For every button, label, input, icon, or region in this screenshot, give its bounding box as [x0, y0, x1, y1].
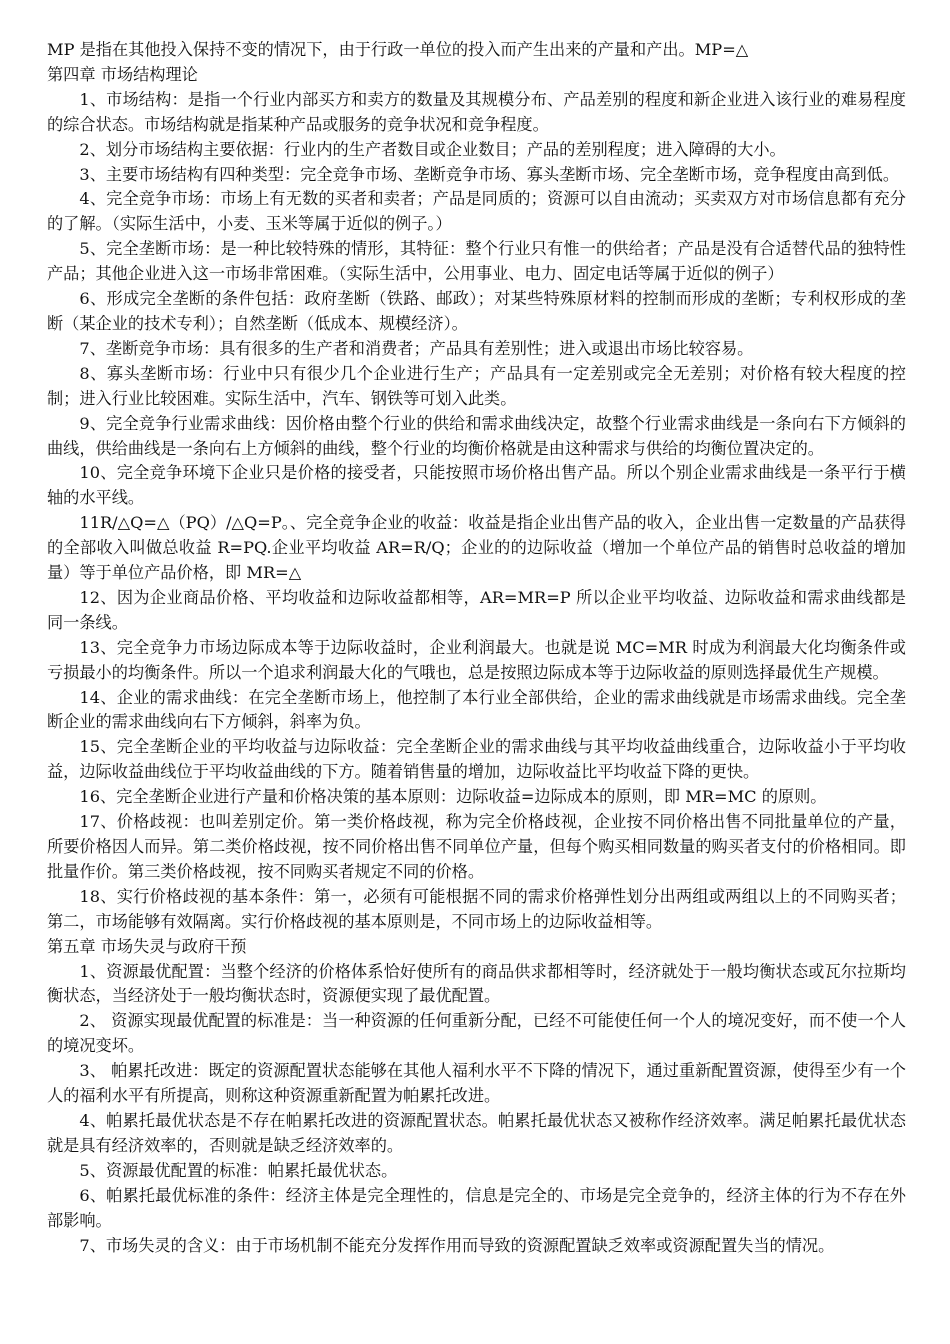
paragraph: 6、形成完全垄断的条件包括：政府垄断（铁路、邮政）；对某些特殊原材料的控制而形成的垄断；专利权形成的垄断（某企业的技术专利）；自然垄断（低成本、规模经济）。 [47, 289, 906, 333]
paragraph: 4、完全竞争市场：市场上有无数的买者和卖者；产品是同质的；资源可以自由流动；买卖双方对市场信息都有充分的了解。（实际生活中，小麦、玉米等属于近似的例子。） [47, 189, 906, 234]
paragraph: 12、因为企业商品价格、平均收益和边际收益都相等，AR=MR=P 所以企业平均收益、边际收益和需求曲线都是同一条线。 [47, 587, 906, 632]
paragraph: 9、完全竞争行业需求曲线：因价格由整个行业的供给和需求曲线决定，故整个行业需求曲线是一条向右下方倾斜的曲线，供给曲线是一条向右上方倾斜的曲线，整个行业的均衡价格就是由这种需求与供给的均衡位置决定的。 [47, 413, 906, 458]
paragraph: 7、市场失灵的含义：由于市场机制不能充分发挥作用而导致的资源配置缺乏效率或资源配置失当的情况。 [79, 1235, 835, 1255]
paragraph: 16、完全垄断企业进行产量和价格决策的基本原则：边际收益=边际成本的原则，即 MR=MC 的原则。 [79, 787, 827, 807]
paragraph: 1、市场结构：是指一个行业内部买方和卖方的数量及其规模分布、产品差别的程度和新企业进入该行业的难易程度的综合状态。市场结构就是指某种产品或服务的竞争状况和竞争程度。 [47, 89, 906, 134]
paragraph: 1、资源最优配置：当整个经济的价格体系恰好使所有的商品供求都相等时，经济就处于一般均衡状态或瓦尔拉斯均衡状态，当经济处于一般均衡状态时，资源便实现了最优配置。 [47, 961, 906, 1006]
paragraph: 3、 帕累托改进：既定的资源配置状态能够在其他人福利水平不下降的情况下，通过重新配置资源，使得至少有一个人的福利水平有所提高，则称这种资源重新配置为帕累托改进。 [47, 1061, 906, 1106]
chapter-heading: 第四章 市场结构理论 [47, 64, 198, 84]
text-line: MP 是指在其他投入保持不变的情况下，由于行政一单位的投入而产生出来的产量和产出。MP=△ [47, 40, 749, 59]
paragraph: 2、划分市场结构主要依据：行业内的生产者数目或企业数目；产品的差别程度；进入障碍的大小。 [79, 139, 786, 159]
paragraph: 5、资源最优配置的标准：帕累托最优状态。 [79, 1160, 398, 1180]
paragraph: 17、价格歧视：也叫差别定价。第一类价格歧视，称为完全价格歧视，企业按不同价格出售不同批量单位的产量，所要价格因人而异。第二类价格歧视，按不同价格出售不同单位产量，但每个购买相同数量的购买者支付的价格相同。即批量作价。第三类价格歧视，按不同购买者规定不同的价格。 [47, 812, 906, 881]
paragraph: 15、完全垄断企业的平均收益与边际收益：完全垄断企业的需求曲线与其平均收益曲线重合，边际收益小于平均收益，边际收益曲线位于平均收益曲线的下方。随着销售量的增加，边际收益比平均收益下降的更快。 [47, 737, 906, 782]
paragraph: 14、企业的需求曲线：在完全垄断市场上，他控制了本行业全部供给，企业的需求曲线就是市场需求曲线。完全垄断企业的需求曲线向右下方倾斜，斜率为负。 [47, 687, 906, 732]
paragraph: 2、 资源实现最优配置的标准是：当一种资源的任何重新分配，已经不可能使任何一个人的境况变好，而不使一个人的境况变坏。 [47, 1011, 906, 1056]
paragraph: 10、完全竞争环境下企业只是价格的接受者，只能按照市场价格出售产品。所以个别企业需求曲线是一条平行于横轴的水平线。 [47, 463, 906, 508]
paragraph: 6、帕累托最优标准的条件：经济主体是完全理性的，信息是完全的、市场是完全竞争的，经济主体的行为不存在外部影响。 [47, 1185, 906, 1230]
paragraph: 4、帕累托最优状态是不存在帕累托改进的资源配置状态。帕累托最优状态又被称作经济效率。满足帕累托最优状态就是具有经济效率的，否则就是缺乏经济效率的。 [47, 1110, 906, 1155]
paragraph: 8、寡头垄断市场：行业中只有很少几个企业进行生产；产品具有一定差别或完全无差别；对价格有较大程度的控制；进入行业比较困难。实际生活中，汽车、钢铁等可划入此类。 [47, 363, 906, 408]
paragraph: 7、垄断竞争市场：具有很多的生产者和消费者；产品具有差别性；进入或退出市场比较容易。 [79, 338, 754, 358]
paragraph: 11R/△Q=△（PQ）/△Q=P。、完全竞争企业的收益：收益是指企业出售产品的收入，企业出售一定数量的产品获得的全部收入叫做总收益 R=PQ.企业平均收益 AR=R/Q；企业的的边际收益（增加一个单位产品的销售时总收益的增加量）等于单位产品价格，即 MR=△ [47, 513, 906, 583]
chapter-heading: 第五章 市场失灵与政府干预 [47, 936, 247, 956]
paragraph: 5、完全垄断市场：是一种比较特殊的情形，其特征：整个行业只有惟一的供给者；产品是没有合适替代品的独特性产品；其他企业进入这一市场非常困难。（实际生活中，公用事业、电力、固定电话等属于近似的例子） [47, 239, 906, 284]
paragraph: 3、主要市场结构有四种类型：完全竞争市场、垄断竞争市场、寡头垄断市场、完全垄断市场，竞争程度由高到低。 [79, 164, 900, 184]
paragraph: 18、实行价格歧视的基本条件：第一，必须有可能根据不同的需求价格弹性划分出两组或两组以上的不同购买者；第二，市场能够有效隔离。实行价格歧视的基本原则是，不同市场上的边际收益相等。 [47, 886, 906, 931]
paragraph: 13、完全竞争力市场边际成本等于边际收益时，企业利润最大。也就是说 MC=MR 时成为利润最大化均衡条件或亏损最小的均衡条件。所以一个追求利润最大化的气哦也，总是按照边际成本等于边际收益的原则选择最优生产规模。 [47, 637, 906, 682]
